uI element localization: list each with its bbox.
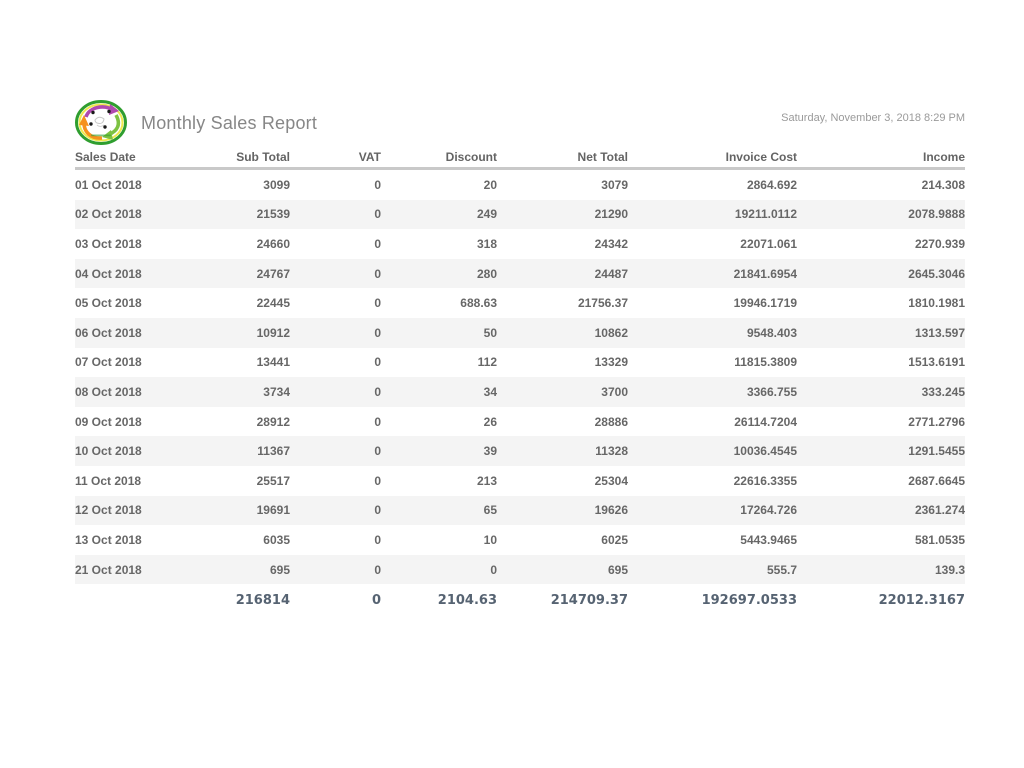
cell-discount: 10 (483, 532, 497, 547)
cell-sub-total: 22445 (256, 296, 290, 311)
cell-invoice-cost: 3366.755 (746, 384, 797, 399)
cell-vat: 0 (374, 444, 381, 459)
table-row (75, 466, 965, 496)
cell-vat: 0 (374, 355, 381, 370)
cell-net-total: 3079 (601, 177, 628, 192)
cell-sales-date: 06 Oct 2018 (75, 325, 142, 340)
cell-sub-total: 24660 (256, 236, 290, 251)
cell-sub-total: 21539 (256, 207, 290, 222)
report-header (75, 100, 965, 146)
cell-sales-date: 12 Oct 2018 (75, 503, 142, 518)
total-income: 22012.3167 (878, 592, 965, 608)
table-row (75, 377, 965, 407)
column-header-income: Income (797, 147, 965, 169)
cell-income: 1810.1981 (908, 296, 965, 311)
column-header-discount: Discount (381, 147, 497, 169)
table-row (75, 436, 965, 466)
cell-net-total: 21756.37 (577, 296, 628, 311)
sales-report-table (75, 147, 965, 616)
cell-income: 1291.5455 (908, 444, 965, 459)
cell-income: 139.3 (934, 562, 965, 577)
report-generated-datetime: Saturday, November 3, 2018 8:29 PM (781, 112, 965, 124)
cell-net-total: 10862 (594, 325, 628, 340)
table-row (75, 318, 965, 348)
cell-discount: 318 (476, 236, 497, 251)
cell-discount: 280 (476, 266, 497, 281)
column-header-net-total: Net Total (497, 147, 628, 169)
table-row (75, 555, 965, 585)
cell-sales-date: 01 Oct 2018 (75, 177, 142, 192)
total-sales-date (75, 584, 210, 616)
cell-discount: 20 (483, 177, 497, 192)
cell-net-total: 21290 (594, 207, 628, 222)
cell-net-total: 695 (607, 562, 628, 577)
table-header-row (75, 147, 965, 169)
cell-sales-date: 07 Oct 2018 (75, 355, 142, 370)
cell-net-total: 24487 (594, 266, 628, 281)
column-header-sales-date: Sales Date (75, 147, 210, 169)
total-invoice-cost: 192697.0533 (701, 592, 797, 608)
cell-vat: 0 (374, 532, 381, 547)
table-row (75, 525, 965, 555)
cell-vat: 0 (374, 266, 381, 281)
cell-sub-total: 10912 (256, 325, 290, 340)
cell-net-total: 3700 (601, 384, 628, 399)
cell-discount: 0 (490, 562, 497, 577)
cell-sales-date: 21 Oct 2018 (75, 562, 142, 577)
cell-sales-date: 11 Oct 2018 (75, 473, 142, 488)
cell-invoice-cost: 26114.7204 (734, 414, 797, 429)
monthly-sales-report (75, 100, 965, 616)
cell-invoice-cost: 19946.1719 (733, 296, 797, 311)
table-row (75, 259, 965, 289)
cell-net-total: 25304 (594, 473, 628, 488)
cell-income: 2645.3046 (908, 266, 965, 281)
cell-discount: 26 (483, 414, 497, 429)
cell-discount: 65 (483, 503, 497, 518)
cell-sales-date: 10 Oct 2018 (75, 444, 142, 459)
cell-income: 1513.6191 (908, 355, 965, 370)
cell-sub-total: 3099 (263, 177, 290, 192)
cell-net-total: 6025 (601, 532, 628, 547)
cell-invoice-cost: 17264.726 (740, 503, 797, 518)
total-vat: 0 (371, 592, 381, 608)
cell-income: 2078.9888 (908, 207, 965, 222)
column-header-invoice-cost: Invoice Cost (628, 147, 797, 169)
table-row (75, 288, 965, 318)
table-row (75, 200, 965, 230)
total-net-total: 214709.37 (550, 592, 628, 608)
cell-sub-total: 6035 (263, 532, 290, 547)
cell-vat: 0 (374, 414, 381, 429)
cell-vat: 0 (374, 177, 381, 192)
cell-invoice-cost: 22071.061 (740, 236, 797, 251)
cell-discount: 688.63 (460, 296, 497, 311)
table-row (75, 169, 965, 200)
cell-discount: 39 (483, 444, 497, 459)
cell-discount: 34 (483, 384, 497, 399)
cell-discount: 112 (477, 355, 497, 370)
cell-sub-total: 11367 (257, 444, 290, 459)
cell-vat: 0 (374, 503, 381, 518)
cell-sales-date: 02 Oct 2018 (75, 207, 142, 222)
cell-vat: 0 (374, 473, 381, 488)
company-logo-icon (75, 100, 127, 146)
cell-income: 333.245 (921, 384, 965, 399)
cell-sub-total: 24767 (256, 266, 290, 281)
cell-discount: 213 (476, 473, 497, 488)
cell-vat: 0 (374, 296, 381, 311)
totals-row (75, 584, 965, 616)
cell-invoice-cost: 22616.3355 (733, 473, 797, 488)
cell-discount: 50 (483, 325, 497, 340)
cell-net-total: 24342 (594, 236, 628, 251)
cell-income: 581.0535 (914, 532, 965, 547)
cell-net-total: 28886 (594, 414, 628, 429)
column-header-vat: VAT (290, 147, 381, 169)
cell-invoice-cost: 5443.9465 (740, 532, 797, 547)
cell-sub-total: 695 (269, 562, 290, 577)
cell-income: 214.308 (921, 177, 965, 192)
cell-vat: 0 (374, 325, 381, 340)
cell-sub-total: 19691 (256, 503, 290, 518)
cell-sales-date: 04 Oct 2018 (75, 266, 142, 281)
cell-sales-date: 09 Oct 2018 (75, 414, 142, 429)
cell-invoice-cost: 11815.3809 (734, 355, 797, 370)
table-row (75, 407, 965, 437)
cell-net-total: 19626 (594, 503, 628, 518)
cell-income: 1313.597 (914, 325, 965, 340)
table-body (75, 169, 965, 585)
cell-income: 2687.6645 (908, 473, 965, 488)
cell-vat: 0 (374, 384, 381, 399)
cell-invoice-cost: 21841.6954 (733, 266, 797, 281)
cell-invoice-cost: 9548.403 (746, 325, 797, 340)
page-title: Monthly Sales Report (141, 112, 318, 133)
cell-income: 2270.939 (914, 236, 965, 251)
cell-invoice-cost: 19211.0112 (734, 207, 797, 222)
cell-sub-total: 13441 (256, 355, 290, 370)
cell-sub-total: 25517 (256, 473, 290, 488)
table-row (75, 348, 965, 378)
cell-income: 2771.2796 (908, 414, 965, 429)
column-header-sub-total: Sub Total (210, 147, 290, 169)
cell-net-total: 13329 (594, 355, 628, 370)
cell-sales-date: 13 Oct 2018 (75, 532, 142, 547)
cell-sales-date: 08 Oct 2018 (75, 384, 142, 399)
total-discount: 2104.63 (437, 592, 497, 608)
cell-discount: 249 (476, 207, 497, 222)
table-row (75, 496, 965, 526)
table-row (75, 229, 965, 259)
cell-invoice-cost: 555.7 (766, 562, 797, 577)
cell-sales-date: 03 Oct 2018 (75, 236, 142, 251)
cell-vat: 0 (374, 236, 381, 251)
cell-vat: 0 (374, 562, 381, 577)
cell-invoice-cost: 2864.692 (746, 177, 797, 192)
cell-vat: 0 (374, 207, 381, 222)
cell-sub-total: 3734 (263, 384, 290, 399)
cell-sub-total: 28912 (256, 414, 290, 429)
cell-sales-date: 05 Oct 2018 (75, 296, 142, 311)
cell-income: 2361.274 (914, 503, 965, 518)
cell-invoice-cost: 10036.4545 (733, 444, 797, 459)
total-sub-total: 216814 (235, 592, 290, 608)
cell-net-total: 11328 (595, 444, 628, 459)
